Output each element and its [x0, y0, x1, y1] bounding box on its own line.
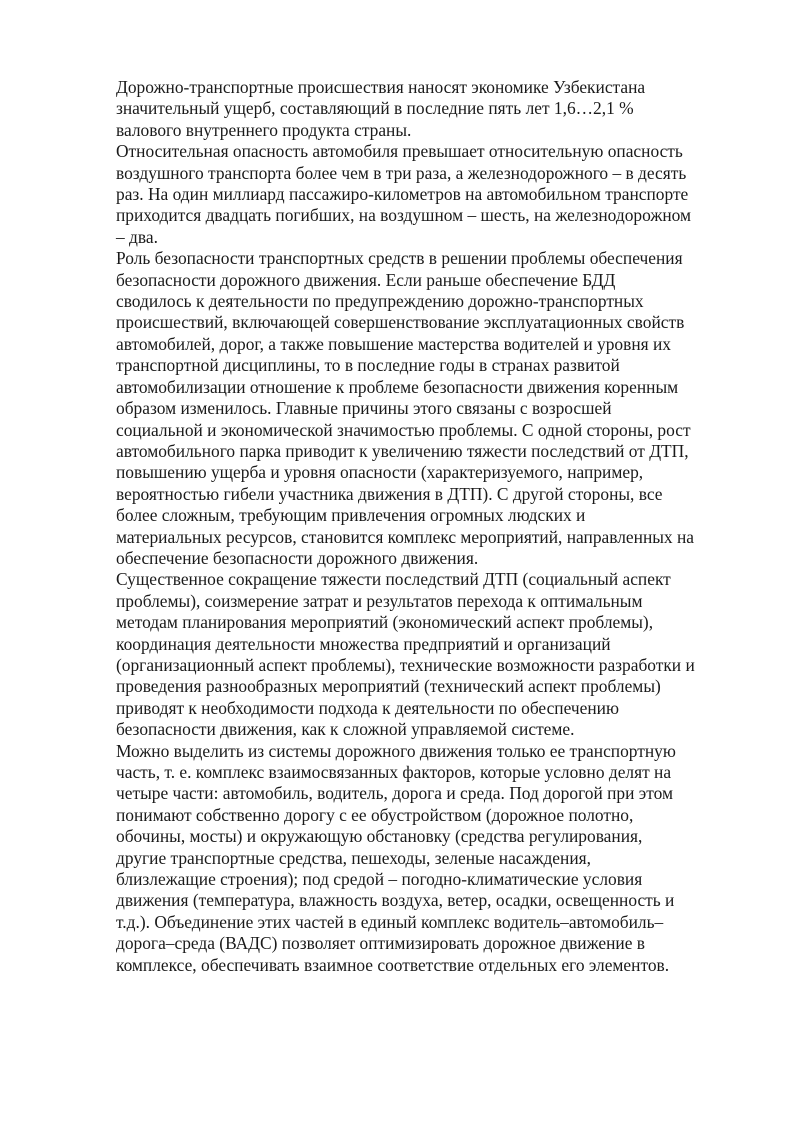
text-line: сводилось к деятельности по предупреждению дорожно-транспортных — [116, 291, 644, 312]
text-line: (организационный аспект проблемы), технические возможности разработки и — [116, 654, 695, 675]
text-line: воздушного транспорта более чем в три раза, а железнодорожного – в десять — [116, 162, 687, 183]
text-line: проблемы), соизмерение затрат и результатов перехода к оптимальным — [116, 590, 643, 611]
text-line: приходится двадцать погибших, на воздушном – шесть, на железнодорожном — [116, 205, 692, 226]
text-line: приводят к необходимости подхода к деятельности по обеспечению — [116, 697, 619, 718]
text-line: Роль безопасности транспортных средств в решении проблемы обеспечения — [116, 248, 683, 269]
document-body — [116, 77, 746, 976]
paragraph — [116, 741, 746, 976]
text-line: проведения разнообразных мероприятий (технический аспект проблемы) — [116, 676, 661, 697]
text-line: обеспечение безопасности дорожного движения. — [116, 547, 479, 568]
text-line: дорога–среда (ВАДС) позволяет оптимизировать дорожное движение в — [116, 933, 646, 954]
text-line: происшествий, включающей совершенствование эксплуатационных свойств — [116, 312, 685, 333]
text-line: автомобилизации отношение к проблеме безопасности движения коренным — [116, 376, 679, 397]
paragraph — [116, 141, 746, 248]
text-line: – два. — [116, 226, 158, 247]
text-line: Дорожно-транспортные происшествия наносят экономике Узбекистана — [116, 77, 646, 97]
text-line: вероятностью гибели участника движения в ДТП). С другой стороны, все — [116, 483, 663, 504]
text-line: автомобилей, дорог, а также повышение мастерства водителей и уровня их — [116, 333, 671, 354]
text-line: т.д.). Объединение этих частей в единый комплекс водитель–автомобиль– — [116, 911, 664, 932]
text-line: четыре части: автомобиль, водитель, дорога и среда. Под дорогой при этом — [116, 783, 673, 804]
text-line: образом изменилось. Главные причины этого связаны с возросшей — [116, 398, 612, 419]
text-line: автомобильного парка приводит к увеличению тяжести последствий от ДТП, — [116, 440, 689, 461]
text-line: Относительная опасность автомобиля превышает относительную опасность — [116, 141, 683, 162]
text-line: понимают собственно дорогу с ее обустройством (дорожное полотно, — [116, 804, 634, 825]
text-line: обочины, мосты) и окружающую обстановку (средства регулирования, — [116, 826, 643, 847]
text-line: безопасности дорожного движения. Если раньше обеспечение БДД — [116, 269, 616, 290]
text-line: координация деятельности множества предприятий и организаций — [116, 633, 611, 654]
text-line: более сложным, требующим привлечения огромных людских и — [116, 505, 586, 526]
paragraph — [116, 77, 746, 141]
text-line: значительный ущерб, составляющий в последние пять лет 1,6…2,1 % — [116, 98, 634, 119]
text-line: материальных ресурсов, становится комплекс мероприятий, направленных на — [116, 526, 694, 547]
text-line: транспортной дисциплины, то в последние годы в странах развитой — [116, 355, 620, 376]
text-line: близлежащие строения); под средой – погодно-климатические условия — [116, 869, 643, 890]
text-line: часть, т. е. комплекс взаимосвязанных факторов, которые условно делят на — [116, 762, 672, 782]
text-line: безопасности движения, как к сложной управляемой системе. — [116, 719, 575, 740]
text-line: другие транспортные средства, пешеходы, зеленые насаждения, — [116, 847, 591, 868]
text-line: Можно выделить из системы дорожного движения только ее транспортную — [116, 740, 676, 761]
text-line: комплексе, обеспечивать взаимное соответствие отдельных его элементов. — [116, 954, 670, 975]
text-line: валового внутреннего продукта страны. — [116, 119, 412, 140]
text-line: раз. На один миллиард пассажиро-километров на автомобильном транспорте — [116, 184, 689, 205]
text-line: движения (температура, влажность воздуха, ветер, осадки, освещенность и — [116, 890, 675, 911]
text-line: повышению ущерба и уровня опасности (характеризуемого, например, — [116, 462, 644, 483]
text-line: Существенное сокращение тяжести последствий ДТП (социальный аспект — [116, 569, 671, 590]
text-line: методам планирования мероприятий (экономический аспект проблемы), — [116, 612, 654, 633]
paragraph — [116, 248, 746, 569]
text-line: социальной и экономической значимостью проблемы. С одной стороны, рост — [116, 419, 691, 440]
paragraph — [116, 569, 746, 740]
